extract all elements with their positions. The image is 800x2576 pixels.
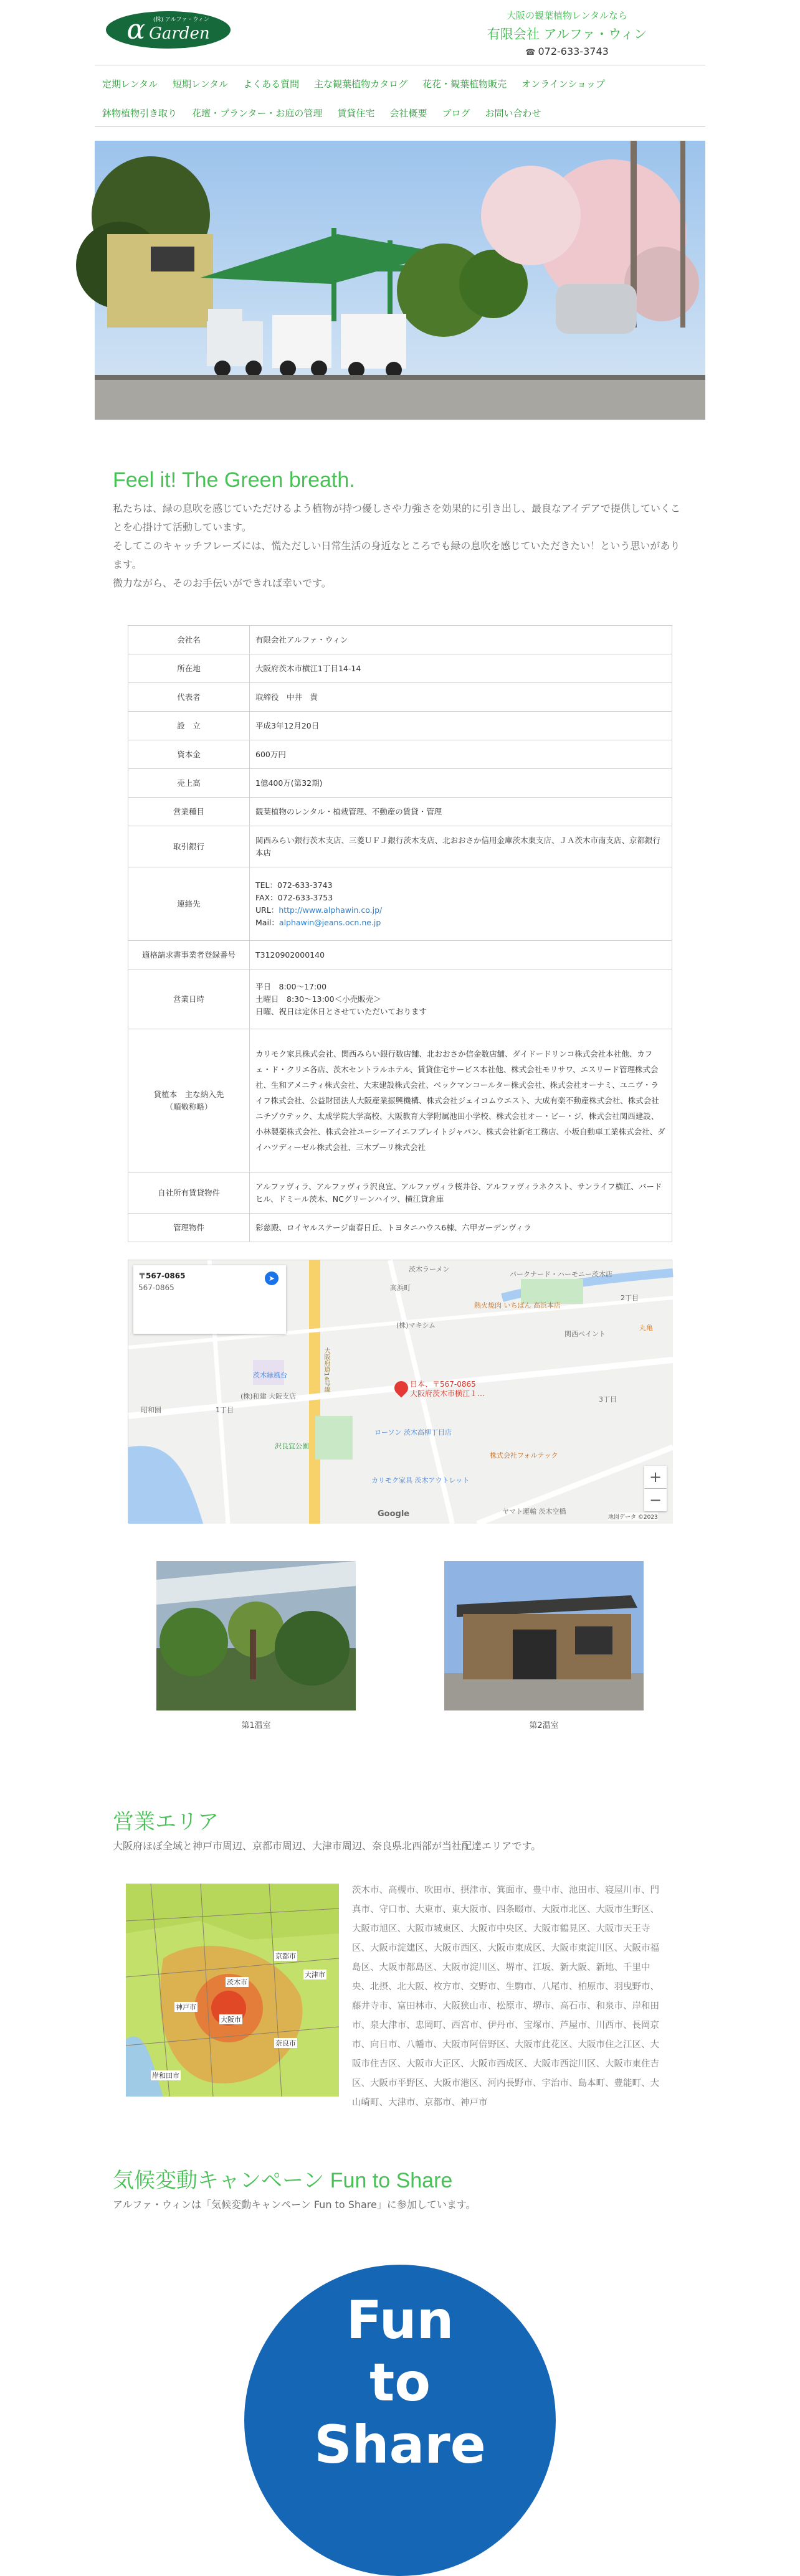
intro-paragraph-2: そしてこのキャッチフレーズには、慌ただしい日常生活の身近なところでも緑の息吹を感じていただきたい！という思いがあります。 <box>113 540 680 570</box>
map-pin-line2: 大阪府茨木市横江１… <box>410 1389 485 1398</box>
table-key: 資本金 <box>128 740 250 769</box>
nav-garden-care[interactable]: 花壇・プランター・お庭の管理 <box>192 108 323 119</box>
table-row <box>128 1214 672 1242</box>
map-label: 丸亀 <box>639 1324 653 1332</box>
header-phone-number: 072-633-3743 <box>538 45 609 57</box>
service-area-map <box>126 1884 339 2097</box>
phone-icon: ☎ <box>525 48 538 57</box>
contact-mail-link[interactable]: alphawin@jeans.ocn.ne.jp <box>279 917 381 927</box>
table-value: アルファヴィラ、アルファヴィラ沢良宜、アルファヴィラ桜井谷、アルファヴィラネクスト、サンライフ横江、バードヒル、ドミール茨木、NCグリーンハイツ、横江貸倉庫 <box>250 1172 672 1214</box>
map-label: 株式会社フォルテック <box>490 1451 558 1460</box>
google-map[interactable] <box>128 1260 672 1523</box>
table-row <box>128 941 672 970</box>
header-company: 有限会社 アルファ・ウィン <box>487 27 647 42</box>
map-place-card[interactable] <box>133 1265 286 1334</box>
table-value-contact <box>250 867 672 941</box>
table-row-clients <box>128 1029 672 1172</box>
map-label: 熱火焼肉 いちばん 高浜本店 <box>474 1301 561 1309</box>
greenhouse-2-caption: 第2温室 <box>529 1721 559 1730</box>
table-value: T3120902000140 <box>250 941 672 970</box>
table-row <box>128 712 672 740</box>
table-row <box>128 769 672 798</box>
climate-title: 気候変動キャンペーン Fun to Share <box>113 2169 453 2192</box>
map-place-title: 〒567-0865 <box>138 1271 186 1280</box>
table-key: 設 立 <box>128 712 250 740</box>
area-map-label: 京都市 <box>275 1952 296 1960</box>
table-value: 平成3年12月20日 <box>250 712 672 740</box>
contact-url-link[interactable]: http://www.alphawin.co.jp/ <box>279 905 383 915</box>
google-logo: Google <box>378 1509 410 1519</box>
main-nav-row1 <box>95 77 705 90</box>
table-row-contact <box>128 867 672 941</box>
map-label: ヤマト運輸 茨木空橋 <box>502 1507 566 1516</box>
header-info <box>436 9 698 57</box>
map-zoom-in-button[interactable]: + <box>644 1466 667 1488</box>
main-nav-row2 <box>95 106 705 120</box>
table-value: 大阪府茨木市横江1丁目14-14 <box>250 654 672 683</box>
table-key: 代表者 <box>128 683 250 712</box>
table-row <box>128 826 672 867</box>
map-label: ローソン 茨木高柳丁目店 <box>374 1428 452 1437</box>
table-value: 取締役 中井 貴 <box>250 683 672 712</box>
logo-company-small: (株) アルファ・ウィン <box>153 17 209 23</box>
area-map-label: 茨木市 <box>227 1978 247 1986</box>
hours-closed: 日曜、祝日は定休日とさせていただいております <box>255 1006 427 1016</box>
logo-alpha: α <box>126 14 146 45</box>
map-label: 関西ペイント <box>564 1330 606 1338</box>
map-label: 昭和園 <box>141 1406 161 1414</box>
area-map-label: 岸和田市 <box>152 2072 179 2080</box>
table-key: 自社所有賃貸物件 <box>128 1172 250 1214</box>
table-value: 600万円 <box>250 740 672 769</box>
intro-paragraph-1: 私たちは、緑の息吹を感じていただけるよう植物が持つ優しさや力強さを効果的に引き出し、最良なアイデアで提供していくことを心掛けて活動しています。 <box>113 502 681 533</box>
fun-to-share-logo[interactable] <box>244 2265 556 2576</box>
table-key: 営業日時 <box>128 970 250 1029</box>
contact-mail-line <box>255 917 666 929</box>
contact-tel: TEL：072-633-3743 <box>255 880 333 890</box>
map-label: パークナード・ハーモニー茨木店 <box>510 1270 612 1278</box>
area-title: 営業エリア <box>113 1810 219 1834</box>
nav-catalog[interactable]: 主な観葉植物カタログ <box>314 78 408 90</box>
area-map-label: 大阪市 <box>221 2016 241 2024</box>
table-key: 管理物件 <box>128 1214 250 1242</box>
hours-weekday: 平日 8:00～17:00 <box>255 981 327 991</box>
area-description: 大阪府ほぼ全域と神戸市周辺、京都市周辺、大津市周辺、奈良県北西部が当社配達エリアです。 <box>113 1840 541 1852</box>
fun-logo-line: Fun <box>346 2290 454 2351</box>
table-value-hours <box>250 970 672 1029</box>
header-phone[interactable] <box>436 45 698 57</box>
table-row <box>128 798 672 826</box>
map-label: 茨木ラーメン <box>409 1265 450 1273</box>
map-label: 1丁目 <box>216 1406 234 1414</box>
table-key-clients <box>128 1029 250 1172</box>
nav-plant-pickup[interactable]: 鉢物植物引き取り <box>102 108 178 119</box>
map-label: (株)マキシム <box>396 1321 436 1329</box>
intro-paragraph-3: 微力ながら、そのお手伝いができれば幸いです。 <box>113 577 331 589</box>
contact-mail-label: Mail： <box>255 917 279 927</box>
company-info-table <box>128 625 672 1242</box>
table-key: 売上高 <box>128 769 250 798</box>
table-value: 関西みらい銀行茨木支店、三菱ＵＦＪ銀行茨木支店、北おおさか信用金庫茨木東支店、ＪＡ茨木市南支店、京都銀行本店 <box>250 826 672 867</box>
header-tagline: 大阪の観葉植物レンタルなら <box>506 10 628 21</box>
table-key: 連絡先 <box>128 867 250 941</box>
map-copyright: 地図データ ©2023 <box>608 1512 658 1521</box>
map-label: カリモク家具 茨木アウトレット <box>371 1476 470 1484</box>
map-label: 2丁目 <box>621 1294 639 1302</box>
nav-short-rental[interactable]: 短期レンタル <box>173 78 229 90</box>
table-key: 適格請求書事業者登録番号 <box>128 941 250 970</box>
map-label: 大阪府道14号線 <box>323 1347 330 1393</box>
map-label: 茨木緑風台 <box>253 1371 287 1379</box>
table-key: 取引銀行 <box>128 826 250 867</box>
climate-description: アルファ・ウィンは「気候変動キャンペーン Fun to Share」に参加しています。 <box>113 2199 476 2210</box>
service-area-cities: 茨木市、高槻市、吹田市、摂津市、箕面市、豊中市、池田市、寝屋川市、門真市、守口市、大東市、東大阪市、四条畷市、大阪市北区、大阪市生野区、大阪市旭区、大阪市城東区、大阪市中央区、大阪市鶴見区、大阪市天王寺区、大阪市淀建区、大阪市西区、大阪市東成区、大阪市東淀川区、大阪市福島区、大阪市都島区、大阪市淀川区、堺市、江坂、新大阪、新地、千里中央、北摂、北大阪、枚方市、交野市、生駒市、八尾市、柏原市、羽曳野市、藤井寺市、富田林市、大阪狭山市、松原市、堺市、高石市、和泉市、岸和田市、泉大津市、忠岡町、西宮市、伊丹市、宝塚市、芦屋市、川西市、長岡京市、向日市、八幡市、大阪市阿倍野区、大阪市此花区、大阪市住之江区、大阪市住吉区、大阪市大正区、大阪市西成区、大阪市西淀川区、大阪市東住吉区、大阪市平野区、大阪市港区、河内長野市、宇治市、島本町、豊能町、大山崎町、大津市、京都市、神戸市 <box>352 1885 659 2108</box>
area-map-label: 大津市 <box>305 1971 325 1979</box>
nav-rental-housing[interactable]: 賃貸住宅 <box>337 108 375 119</box>
directions-icon[interactable]: ➤ <box>265 1271 279 1285</box>
map-pin-line1: 日本、〒567-0865 <box>410 1380 476 1389</box>
logo-name: Garden <box>149 24 210 43</box>
table-row <box>128 740 672 769</box>
nav-contact[interactable]: お問い合わせ <box>485 108 541 119</box>
table-row <box>128 654 672 683</box>
site-logo[interactable] <box>106 11 231 49</box>
table-value: 観葉植物のレンタル・植栽管理、不動産の賃貸・管理 <box>250 798 672 826</box>
nav-blog[interactable]: ブログ <box>442 108 470 119</box>
greenhouse-1-caption: 第1温室 <box>241 1721 271 1730</box>
clients-key-line1: 貸植本 主な納入先 <box>153 1089 224 1099</box>
table-value-clients: カリモク家具株式会社、関西みらい銀行数店舗、北おおさか信金数店舗、ダイドードリンコ株式会社本社他、カフェ・ド・クリエ各店、茨木セントラルホテル、賃貸住宅サービス本社他、株式会社モリサワ、エスリード管理株式会社、生和アメニティ株式会社、大末建設株式会社、ベックマンコールター株式会社、株式会社オーナミ、ユニヴ・ライフ株式会社、公益財団法人大阪産業振興機構、株式会社ジェイコムウエスト、大成有楽不動産株式会社、株式会社ニチゾウテック、太成学院大学高校、大阪教育大学附属池田小学校、株式会社オー・ビー・ジ、株式会社関西建設、小林製薬株式会社、株式会社ユーシーアイエフプレイトジャパン、株式会社新宅工務店、小坂自動車工業株式会社、ダイハツディーゼル株式会社、三木プーリ株式会社 <box>250 1029 672 1172</box>
intro-text <box>113 499 686 593</box>
table-key: 所在地 <box>128 654 250 683</box>
map-zoom-out-button[interactable]: − <box>644 1489 667 1511</box>
nav-divider-bottom <box>95 126 705 127</box>
table-value: 彩慈殿、ロイヤルステージ南春日丘、トヨタニハウス6棟、六甲ガーデンヴィラ <box>250 1214 672 1242</box>
map-place-addr: 567-0865 <box>138 1283 174 1292</box>
clients-key-line2: （順敬称略） <box>165 1102 212 1111</box>
map-label: 3丁目 <box>599 1395 617 1404</box>
fun-logo-line: to <box>369 2352 431 2413</box>
table-row <box>128 1172 672 1214</box>
table-row-hours <box>128 970 672 1029</box>
nav-faq[interactable]: よくある質問 <box>243 78 300 90</box>
contact-url-label: URL： <box>255 905 279 915</box>
greenhouse-1-photo <box>156 1561 356 1710</box>
area-map-label: 神戸市 <box>176 2003 196 2011</box>
nav-regular-rental[interactable]: 定期レンタル <box>102 78 158 90</box>
map-label: 高浜町 <box>390 1284 411 1292</box>
table-value: 1億400万(第32期) <box>250 769 672 798</box>
hero-photo <box>95 141 705 420</box>
nav-company[interactable]: 会社概要 <box>389 108 427 119</box>
nav-plant-sales[interactable]: 花花・観葉植物販売 <box>422 78 507 90</box>
hours-saturday: 土曜日 8:30～13:00＜小売販売＞ <box>255 994 381 1004</box>
table-value: 有限会社アルファ・ウィン <box>250 626 672 654</box>
map-label: (株)和建 大阪支店 <box>240 1392 297 1400</box>
table-row <box>128 626 672 654</box>
table-row <box>128 683 672 712</box>
contact-url-line <box>255 904 666 917</box>
fun-logo-line: Share <box>314 2414 486 2475</box>
table-key: 営業種目 <box>128 798 250 826</box>
map-label: 沢良宜公園 <box>275 1442 309 1450</box>
area-map-label: 奈良市 <box>275 2039 296 2047</box>
nav-online-shop[interactable]: オンラインショップ <box>521 78 605 90</box>
map-pin-label <box>410 1380 485 1399</box>
greenhouse-2-photo <box>444 1561 644 1710</box>
contact-fax: FAX：072-633-3753 <box>255 892 333 902</box>
table-key: 会社名 <box>128 626 250 654</box>
intro-title: Feel it! The Green breath. <box>113 468 355 492</box>
